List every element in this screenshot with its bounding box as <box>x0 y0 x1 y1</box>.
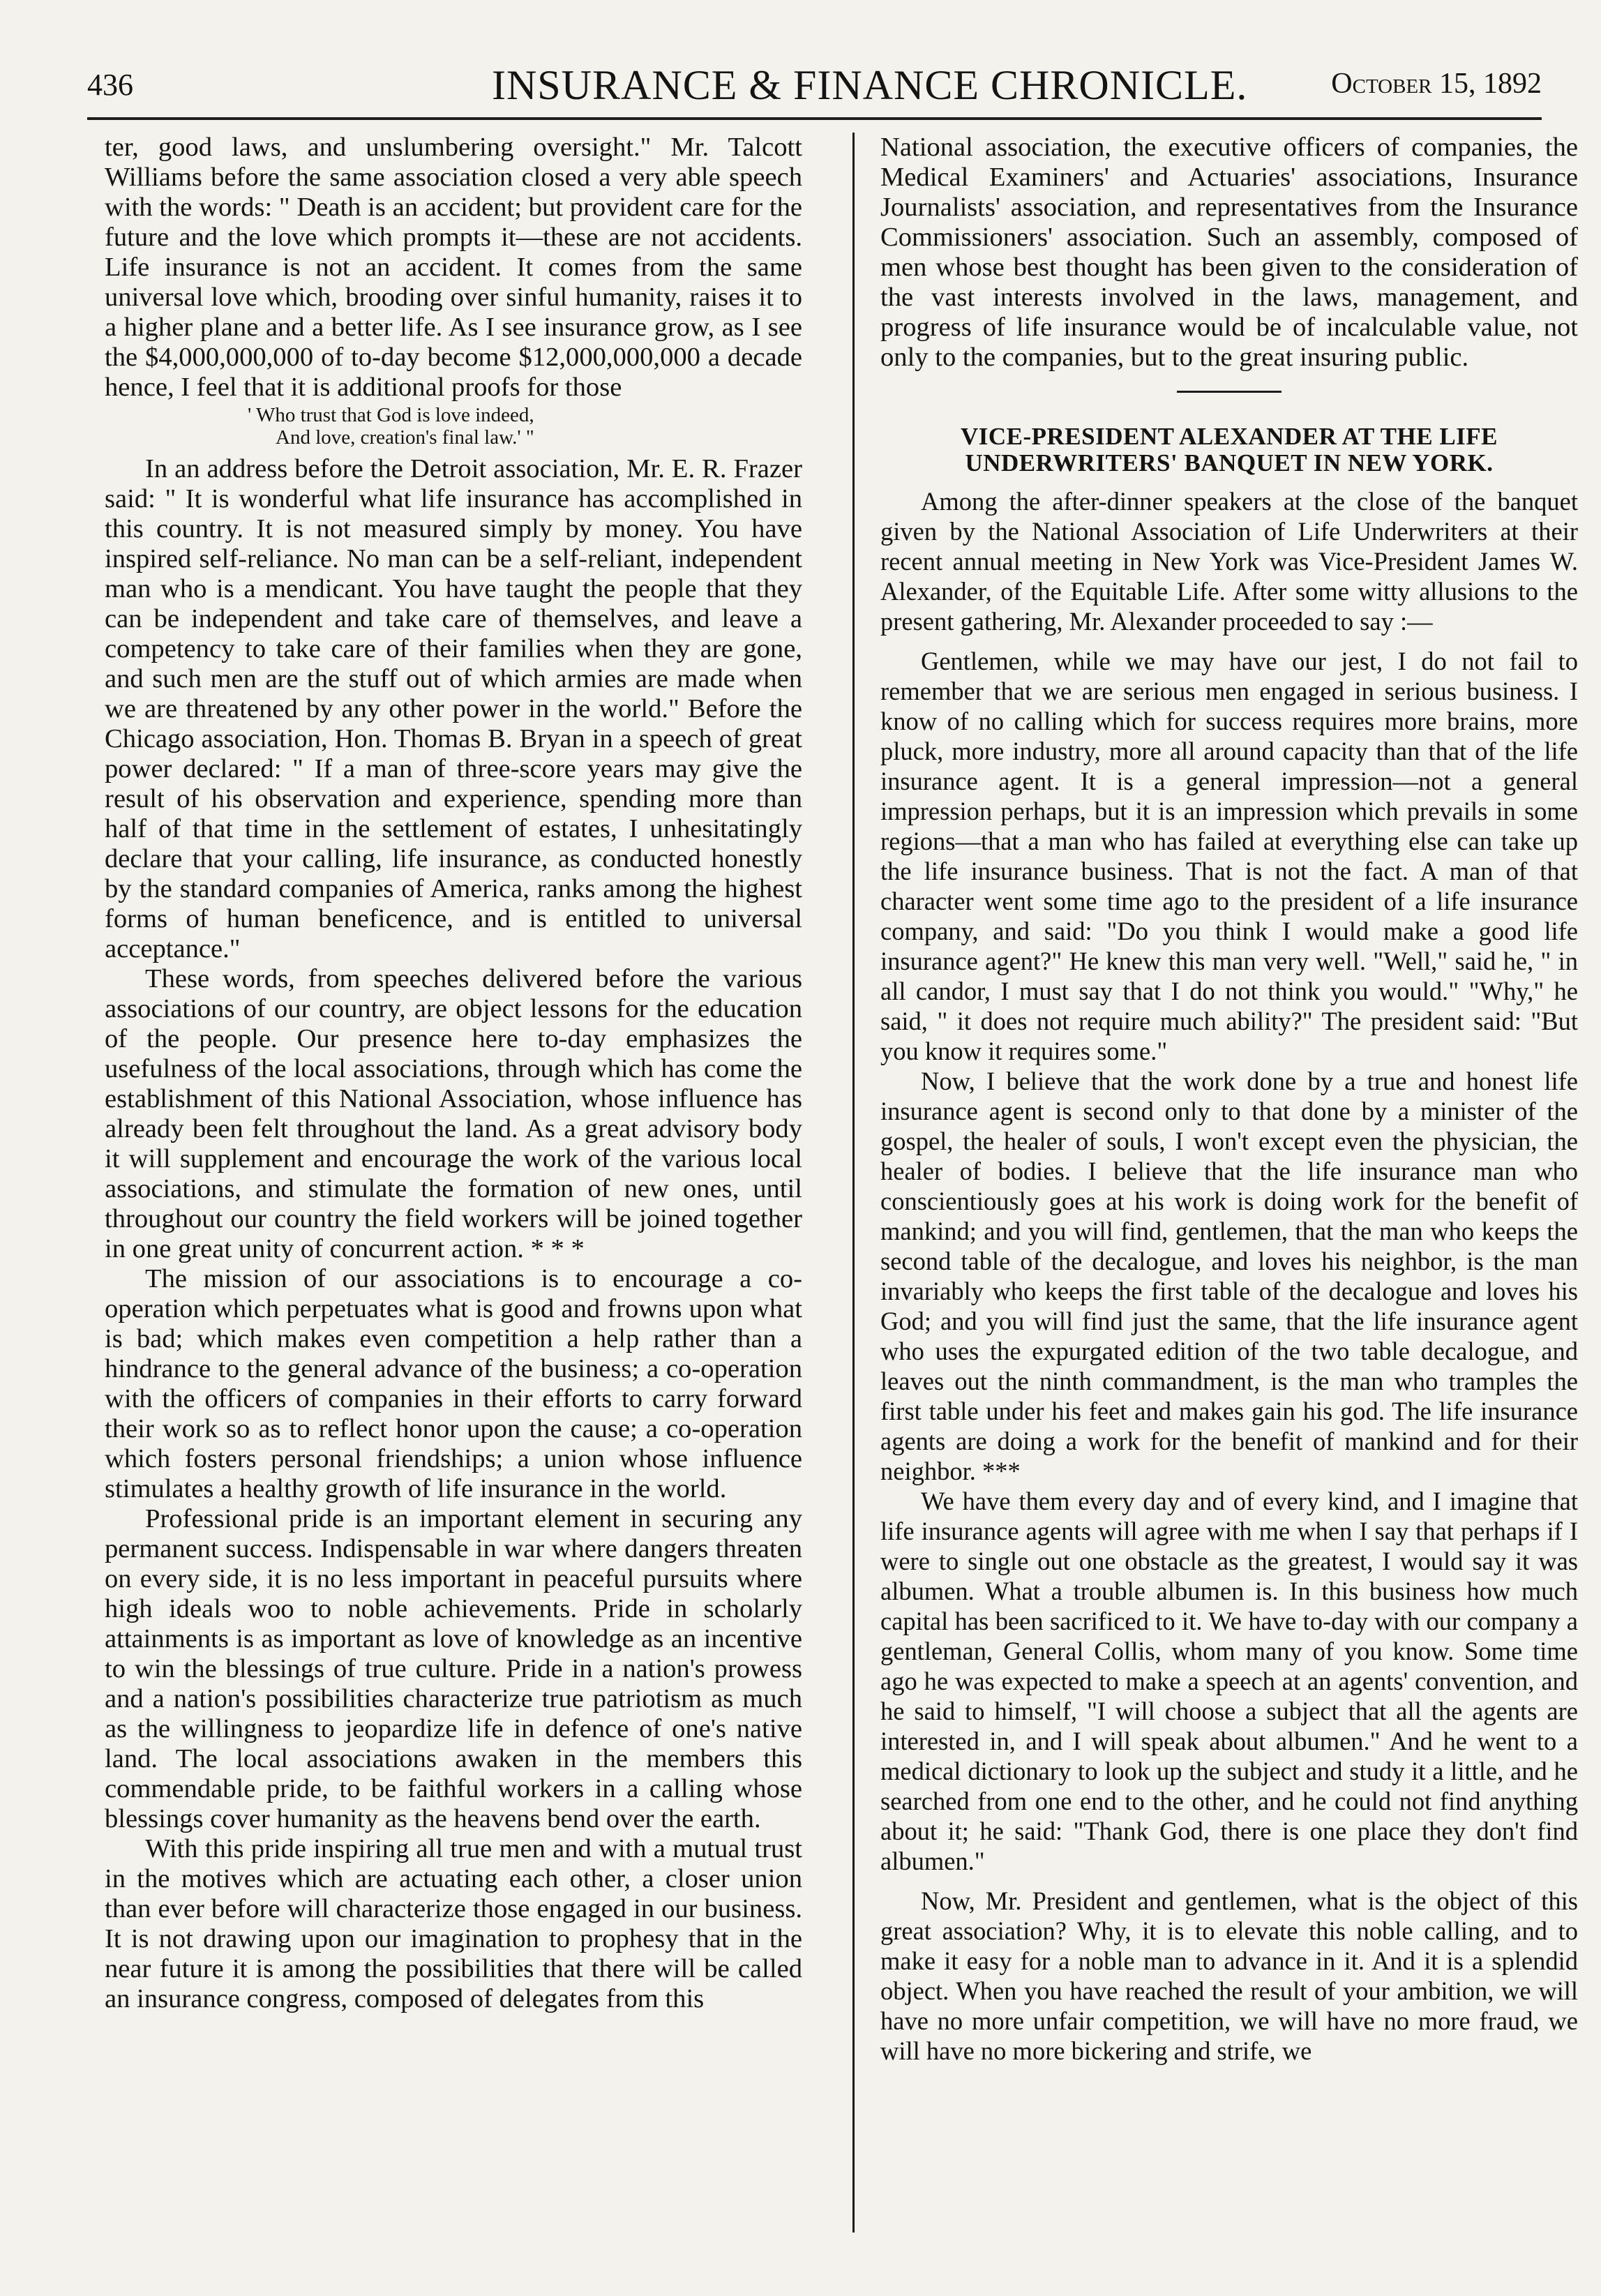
paragraph-gap <box>880 636 1578 646</box>
paragraph-gap <box>880 1876 1578 1886</box>
left-paragraph-2: In an address before the Detroit association, Mr. E. R. Frazer said: " It is wonderful what life insurance has accomplished in this country. It is not measured simply by money. You have inspired self-reliance. No man can be a self-reliant, independent man who is a mendicant. You have taught the people that they can be independent and take care of themselves, and leave a competency to take care of their families when they are gone, and such men are the stuff out of which armies are made when we are threatened by any other power in the world." Before the Chicago association, Hon. Thomas B. Bryan in a speech of great power declared: " If a man of three-score years may give the result of his observation and experience, spending more than half of that time in the settlement of estates, I unhesitatingly declare that your calling, life insurance, as conducted honestly by the standard companies of America, ranks among the highest forms of human beneficence, and is entitled to universal acceptance." <box>105 454 802 963</box>
right-paragraph-6: Now, Mr. President and gentlemen, what is the object of this great association? Why, it is to elevate this noble calling, and to make it easy for a noble man to advance in it. And it is a splendid object. When you have reached the result of your ambition, we will have no more unfair competition, we will have no more fraud, we will have no more bickering and strife, we <box>880 1886 1578 2065</box>
left-paragraph-3: These words, from speeches delivered before the various associations of our country, are object lessons for the education of the people. Our presence here to-day emphasizes the usefulness of the local associations, through which has come the establishment of this National Association, whose influence has already been felt throughout the land. As a great advisory body it will supplement and encourage the work of the various local associations, and stimulate the formation of new ones, until throughout our country the field workers will be joined together in one great unity of concurrent action. * * * <box>105 964 802 1263</box>
right-paragraph-3: Gentlemen, while we may have our jest, I do not fail to remember that we are serious men engaged in serious business. I know of no calling which for success requires more brains, more pluck, more industry, more all around capacity than that of the life insurance agent. It is a general impression—not a general impression perhaps, but it is an impression which prevails in some regions—that a man who has failed at everything else can take up the life insurance business. That is not the fact. A man of that character went some time ago to the president of a life insurance company, and said: "Do you think I would make a good life insurance agent?" He knew this man very well. "Well," said he, " in all candor, I must say that I do not think you would." "Why," he said, " it does not require much ability?" The president said: "But you know it requires some." <box>880 647 1578 1065</box>
section-divider <box>1177 391 1281 393</box>
verse-quote <box>105 404 802 449</box>
article-heading: VICE-PRESIDENT ALEXANDER AT THE LIFE UNDERWRITERS' BANQUET IN NEW YORK. <box>960 423 1498 477</box>
column-divider <box>852 133 855 2233</box>
left-paragraph-1: ter, good laws, and unslumbering oversight." Mr. Talcott Williams before the same association closed a very able speech with the words: " Death is an accident; but provident care for the future and the love which prompts it—these are not accidents. Life insurance is not an accident. It comes from the same universal love which, brooding over sinful humanity, raises it to a higher plane and a better life. As I see insurance grow, as I see the $4,000,000,000 of to-day become $12,000,000,000 a decade hence, I feel that it is additional proofs for those <box>105 133 802 402</box>
left-paragraph-5: Professional pride is an important element in securing any permanent success. Indispensable in war where dangers threaten on every side, it is no less important in peaceful pursuits where high ideals woo to noble achievements. Pride in scholarly attainments is as important as love of knowledge as an incentive to win the blessings of true culture. Pride in a nation's prowess and a nation's possibilities characterize true patriotism as much as the willingness to jeopardize life in defence of one's native land. The local associations awaken in the members this commendable pride, to be faithful workers in a calling whose blessings cover humanity as the heavens bend over the earth. <box>105 1504 802 1833</box>
publication-title: INSURANCE & FINANCE CHRONICLE. <box>492 62 1248 108</box>
left-column <box>105 133 802 2246</box>
verse-line-1: ' Who trust that God is love indeed, <box>248 404 534 426</box>
left-paragraph-6: With this pride inspiring all true men and with a mutual trust in the motives which are actuating each other, a closer union than ever before will characterize those engaged in our business. It is not drawing upon our imagination to prophesy that in the near future it is among the possibilities that there will be called an insurance congress, composed of delegates from this <box>105 1834 802 2013</box>
page-header <box>87 61 1542 120</box>
right-paragraph-4: Now, I believe that the work done by a true and honest life insurance agent is second only to that done by a minister of the gospel, the healer of souls, I won't except even the physician, the healer of bodies. I believe that the life insurance man who conscientiously goes at his work is doing work for the benefit of mankind; and you will find, gentlemen, that the man who keeps the second table of the decalogue, and loves his neighbor, is the man invariably who keeps the first table of the decalogue and loves his God; and you will find just the same, that the life insurance agent who uses the expurgated edition of the two table decalogue, and leaves out the ninth commandment, is the man who tramples the first table under his feet and makes gain his god. The life insurance agents are doing a work for the benefit of mankind and for their neighbor. *** <box>880 1067 1578 1485</box>
verse-line-2: And love, creation's final law.' " <box>276 426 534 449</box>
right-paragraph-5: We have them every day and of every kind, and I imagine that life insurance agents will agree with me when I say that perhaps if I were to single out one obstacle as the greatest, I would say it was albumen. What a trouble albumen is. In this business how much capital has been sacrificed to it. We have to-day with our company a gentleman, General Collis, whom many of you know. Some time ago he was expected to make a speech at an agents' convention, and he said to himself, "I will choose a subject that all the agents are interested in, and I will speak about albumen." And he went to a medical dictionary to look up the subject and study it a little, and he searched from one end to the other, and he could not find anything about it; he said: "Thank God, there is one place they don't find albumen." <box>880 1487 1578 1875</box>
left-paragraph-4: The mission of our associations is to encourage a co-operation which perpetuates what is good and frowns upon what is bad; which makes even competition a help rather than a hindrance to the general advance of the business; a co-operation with the officers of companies in their efforts to carry forward their work so as to reflect honor upon the cause; a co-operation which fosters personal friendships; a union whose influence stimulates a healthy growth of life insurance in the world. <box>105 1264 802 1503</box>
right-column <box>880 133 1578 2246</box>
issue-date: October 15, 1892 <box>1331 68 1542 100</box>
right-paragraph-2: Among the after-dinner speakers at the close of the banquet given by the National Association of Life Underwriters at their recent annual meeting in New York was Vice-President James W. Alexander, of the Equitable Life. After some witty allusions to the present gathering, Mr. Alexander proceeded to say :— <box>880 487 1578 636</box>
right-paragraph-1: National association, the executive officers of companies, the Medical Examiners' and Actuaries' associations, Insurance Journalists' association, and representatives from the Insurance Commissioners' association. Such an assembly, composed of men whose best thought has been given to the consideration of the vast interests involved in the laws, management, and progress of life insurance would be of incalculable value, not only to the companies, but to the great insuring public. <box>880 133 1578 372</box>
page-number: 436 <box>87 68 133 102</box>
